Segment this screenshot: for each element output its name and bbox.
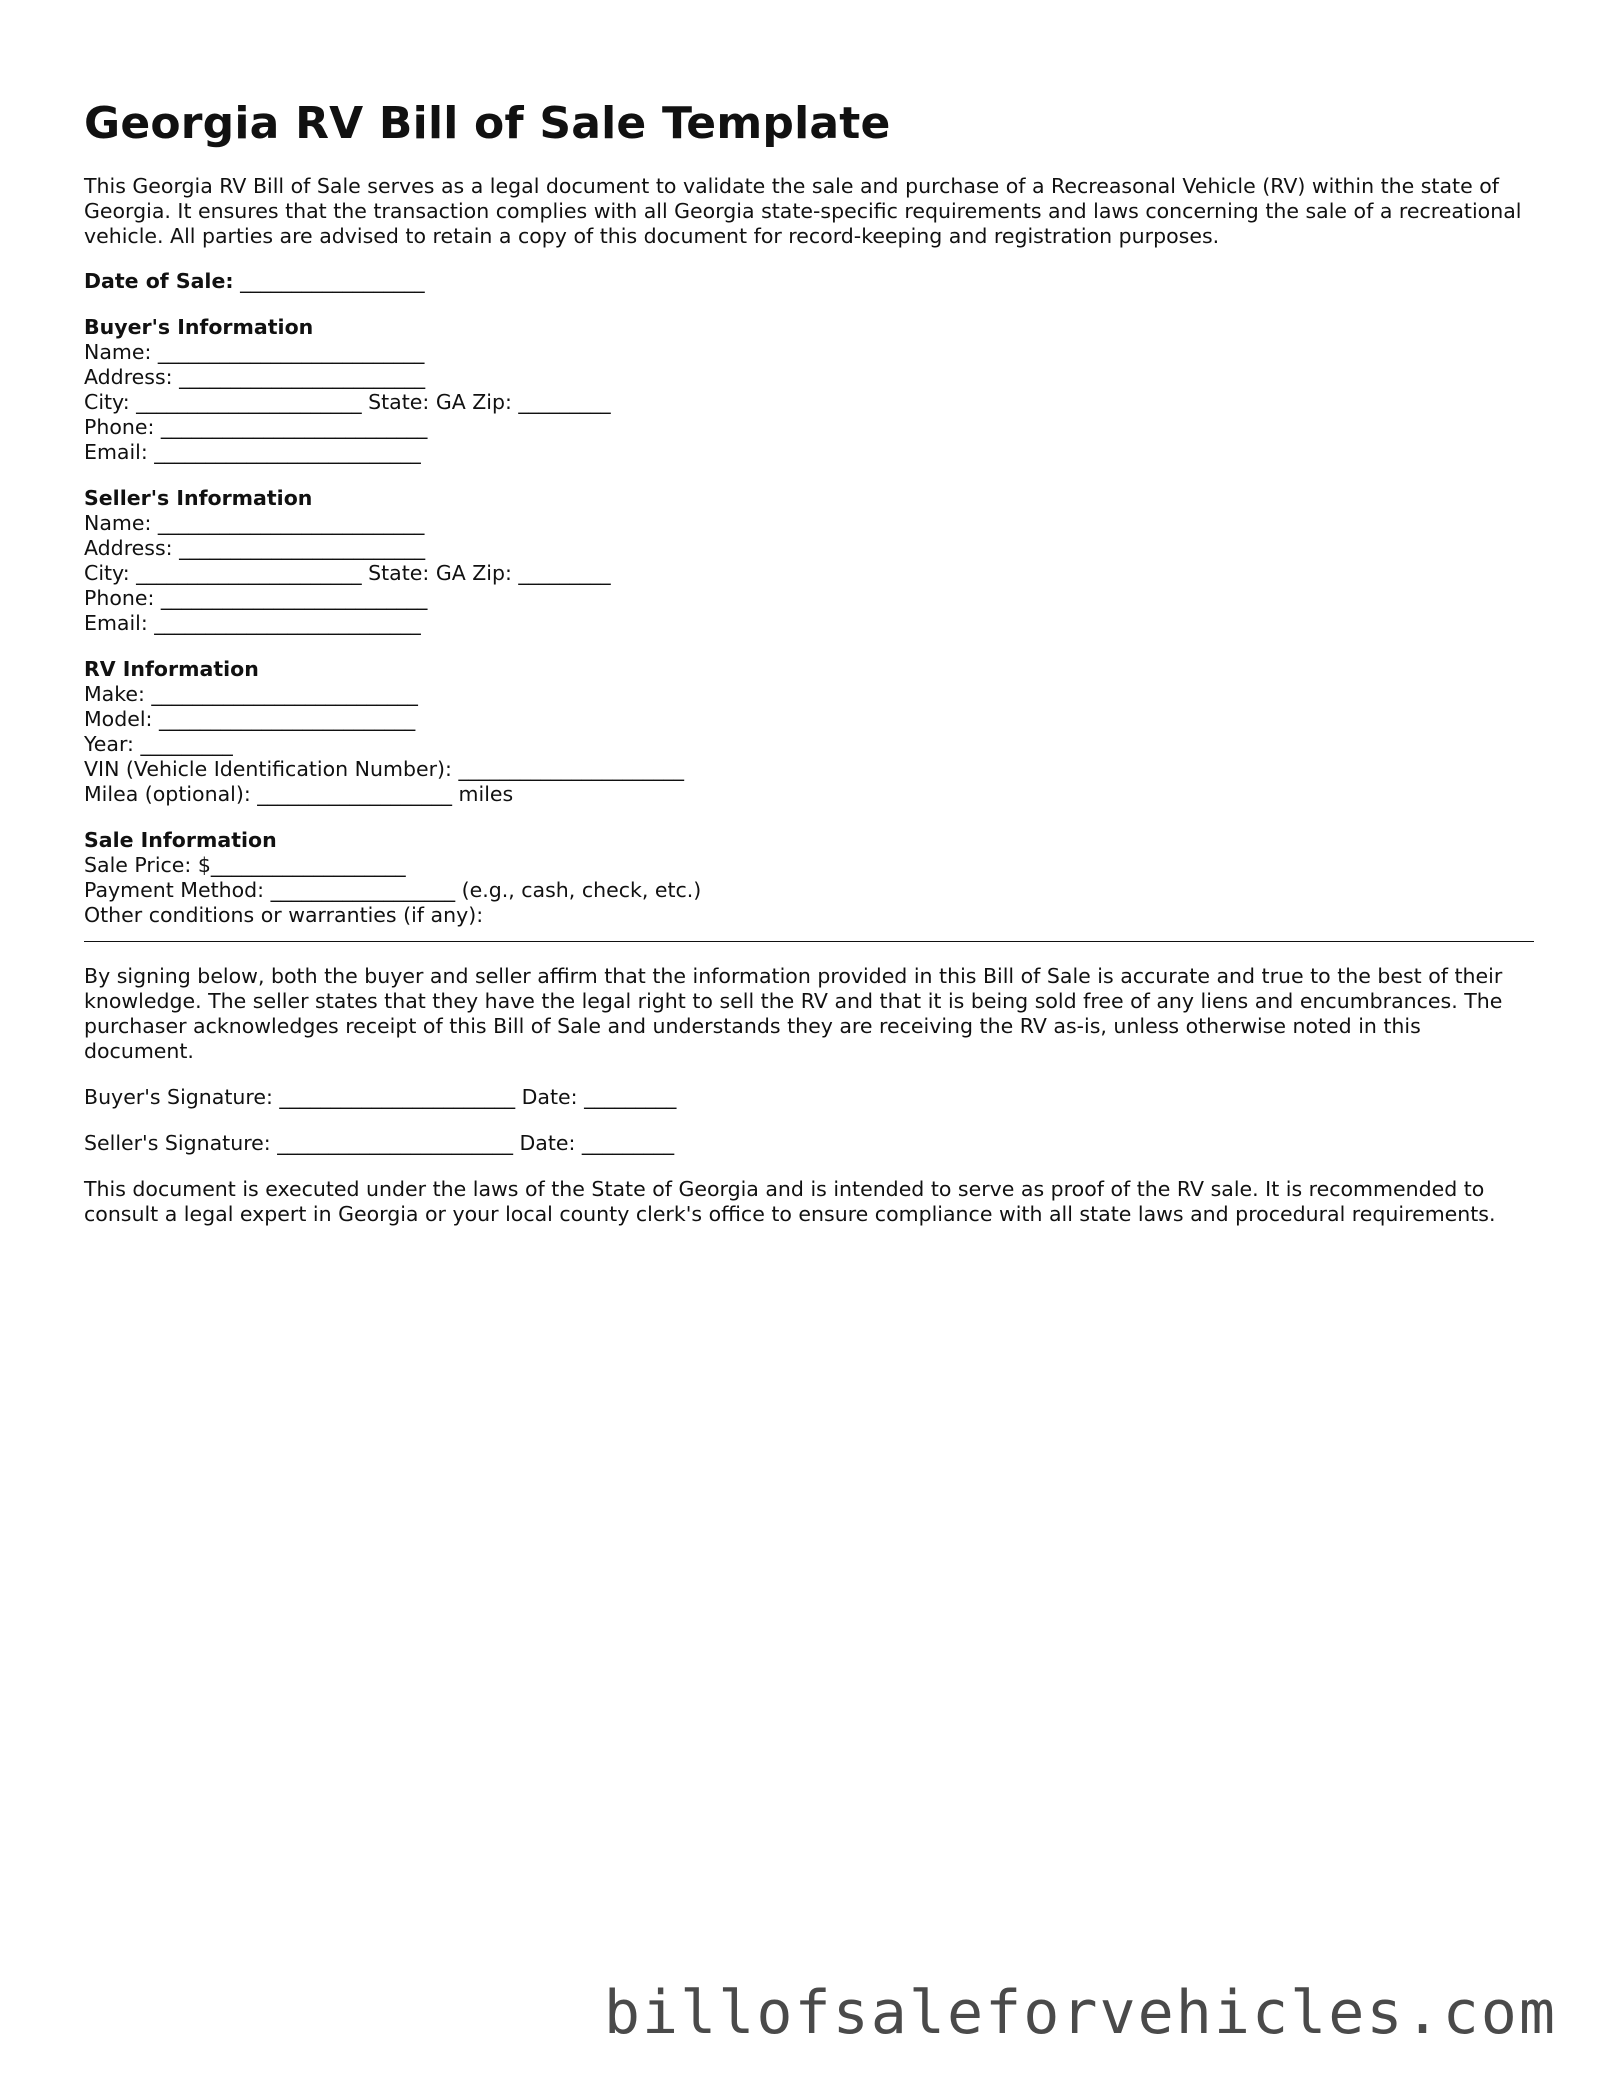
buyer-email-field: Email: __________________________: [84, 440, 421, 464]
buyer-city-state-zip-field: City: ______________________ State: GA Zip: _________: [84, 390, 611, 414]
buyer-signature-line: Buyer's Signature: _______________________ Date: _________: [84, 1085, 677, 1109]
rv-information-section: [84, 657, 1534, 807]
buyer-address-field: Address: ________________________: [84, 365, 426, 389]
buyer-information-heading: Buyer's Information: [84, 315, 314, 339]
payment-method-field: Payment Method: __________________ (e.g., cash, check, etc.): [84, 878, 702, 902]
seller-address-field: Address: ________________________: [84, 536, 426, 560]
rv-model-field: Model: _________________________: [84, 707, 416, 731]
affirmation-paragraph: By signing below, both the buyer and seller affirm that the information provided in this Bill of Sale is accurate and true to the best of their knowledge. The seller states that they have the legal right to sell the RV and that it is being sold free of any liens and encumbrances. The purchaser acknowledges receipt of this Bill of Sale and understands they are receiving the RV as-is, unless otherwise noted in this document.: [84, 964, 1503, 1063]
seller-city-state-zip-field: City: ______________________ State: GA Zip: _________: [84, 561, 611, 585]
closing-paragraph: This document is executed under the laws of the State of Georgia and is intended to serve as proof of the RV sale. It is recommended to consult a legal expert in Georgia or your local county clerk's office to ensure compliance with all state laws and procedural requirements.: [84, 1177, 1496, 1226]
date-of-sale-label: Date of Sale:: [84, 269, 234, 293]
sale-information-section: [84, 828, 1534, 928]
seller-information-section: [84, 486, 1534, 636]
conditions-blank-line: [84, 941, 1534, 942]
seller-phone-field: Phone: __________________________: [84, 586, 428, 610]
buyer-phone-field: Phone: __________________________: [84, 415, 428, 439]
seller-information-heading: Seller's Information: [84, 486, 313, 510]
seller-name-field: Name: __________________________: [84, 511, 425, 535]
sale-information-heading: Sale Information: [84, 828, 277, 852]
buyer-information-section: [84, 315, 1534, 465]
intro-paragraph: This Georgia RV Bill of Sale serves as a legal document to validate the sale and purchase of a Recreasonal Vehicle (RV) within the state of Georgia. It ensures that the transaction complies with all Georgia state-specific requirements and laws concerning the sale of a recreational vehicle. All parties are advised to retain a copy of this document for record-keeping and registration purposes.: [84, 174, 1522, 248]
rv-mileage-field: Milea (optional): ___________________ miles: [84, 782, 514, 806]
buyer-name-field: Name: __________________________: [84, 340, 425, 364]
rv-vin-field: VIN (Vehicle Identification Number): ______________________: [84, 757, 684, 781]
seller-email-field: Email: __________________________: [84, 611, 421, 635]
website-watermark: billofsaleforvehicles.com: [603, 1978, 1557, 2048]
other-conditions-field: Other conditions or warranties (if any):: [84, 903, 484, 927]
rv-information-heading: RV Information: [84, 657, 259, 681]
seller-signature-line: Seller's Signature: _______________________ Date: _________: [84, 1131, 675, 1155]
bill-of-sale-document: [84, 96, 1534, 1227]
date-of-sale-field: [84, 269, 1534, 294]
sale-price-field: Sale Price: $___________________: [84, 853, 406, 877]
rv-year-field: Year: _________: [84, 732, 233, 756]
date-of-sale-blank: __________________: [233, 269, 425, 293]
rv-make-field: Make: __________________________: [84, 682, 418, 706]
document-title: Georgia RV Bill of Sale Template: [84, 98, 891, 149]
